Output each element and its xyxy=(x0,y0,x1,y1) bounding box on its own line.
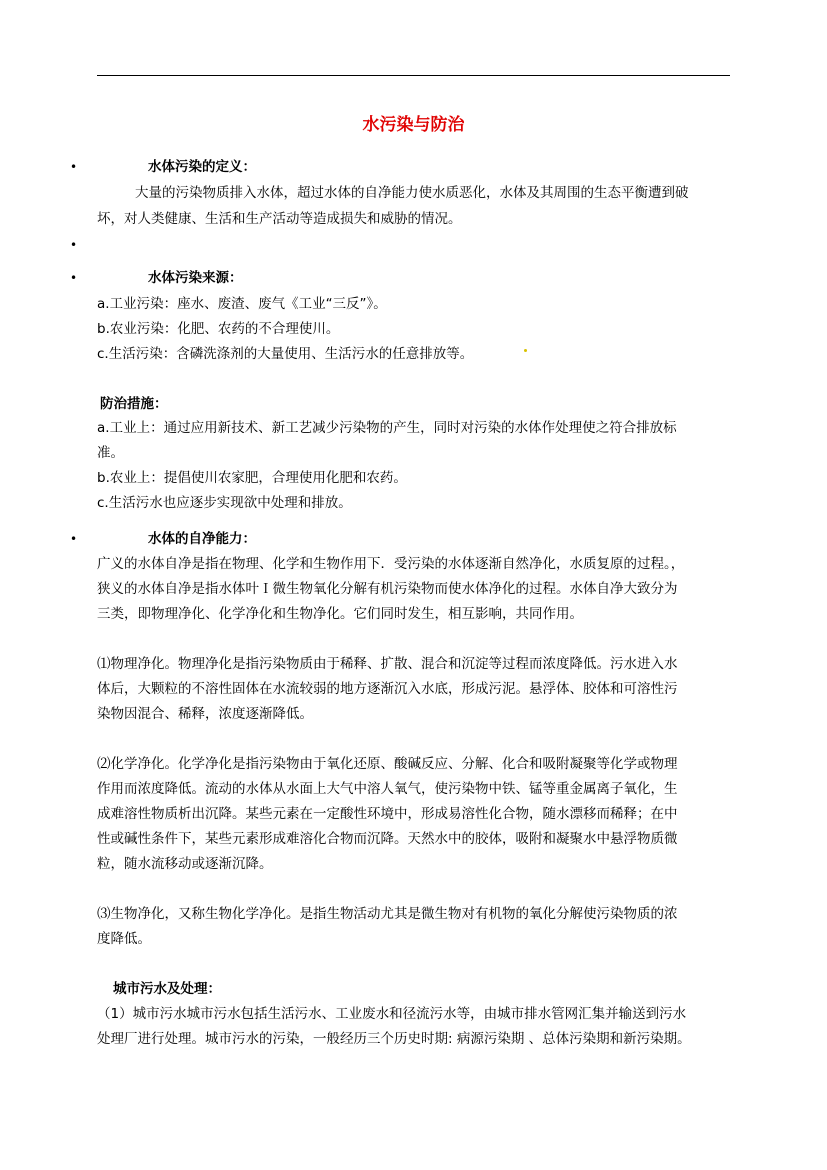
chemical-line: 成难溶性物质析出沉降。某些元素在一定酸性环境中，形成易溶性化合物，随水漂移而稀释；在中 xyxy=(97,806,678,822)
sources-heading: 水体污染来源： xyxy=(148,270,243,286)
measures-heading: 防治措施： xyxy=(100,396,168,412)
measures-line: c.生活污水也应逐步实现欲中处理和排放。 xyxy=(97,495,352,511)
chemical-line: 作用而浓度降低。流动的水体从水面上大气中溶人氧气，使污染物中铁、锰等重金属离子氧化，生 xyxy=(97,781,678,797)
physical-line: 体后，大颗粒的不溶性固体在水流较弱的地方逐渐沉入水底，形成污泥。悬浮体、胶体和可溶性污 xyxy=(97,681,678,697)
bullet: • xyxy=(70,238,78,252)
chemical-line: 性或碱性条件下，某些元素形成难溶化合物而沉降。天然水中的胶体，吸附和凝聚水中悬浮物质微 xyxy=(97,831,678,847)
sources-line: b.农业污染：化肥、农药的不合理使川。 xyxy=(97,321,340,337)
urban-heading: 城市污水及处理： xyxy=(113,981,221,997)
urban-line: 处理厂进行处理。城市污水的污染，一般经历三个历史时期: 病源污染期 、总体污染期和新污染期。 xyxy=(97,1031,691,1047)
measures-line: a.工业上：通过应用新技术、新工艺减少污染物的产生，同时对污染的水体作处理使之符合排放标 xyxy=(97,420,677,436)
bullet: • xyxy=(70,532,78,546)
definition-heading: 水体污染的定义： xyxy=(148,159,256,175)
physical-line: 染物因混合、稀释，浓度逐渐降低。 xyxy=(97,706,313,722)
biological-line: ⑶生物净化，又称生物化学净化。是指生物活动尤其是微生物对有机物的氧化分解使污染物质的浓 xyxy=(97,906,678,922)
bullet: • xyxy=(70,160,78,174)
self-purification-line: 广义的水体自净是指在物理、化学和生物作用下．受污染的水体逐渐自然净化，水质复原的过程。， xyxy=(97,556,685,572)
self-purification-line: 三类，即物理净化、化学净化和生物净化。它们同时发生，相互影响，共同作用。 xyxy=(97,606,583,622)
biological-line: 度降低。 xyxy=(97,931,151,947)
chemical-line: ⑵化学净化。化学净化是指污染物由于氧化还原、酸碱反应、分解、化合和吸附凝聚等化学或物理 xyxy=(97,756,678,772)
urban-line: （1）城市污水城市污水包括生活污水、工业废水和径流污水等，由城市排水管网汇集并输送到污水 xyxy=(97,1006,687,1022)
header-rule xyxy=(97,75,730,76)
chemical-line: 粒，随水流移动或逐渐沉降。 xyxy=(97,856,273,872)
self-purification-heading: 水体的自净能力： xyxy=(148,531,256,547)
definition-line: 坏，对人类健康、生活和生产活动等造成损失和威胁的情况。 xyxy=(97,211,462,227)
bullet: • xyxy=(70,271,78,285)
measures-line: b.农业上：提倡使川农家肥，合理使用化肥和农药。 xyxy=(97,470,407,486)
stray-mark xyxy=(524,349,527,352)
physical-line: ⑴物理净化。物理净化是指污染物质由于稀释、扩散、混合和沉淀等过程而浓度降低。污水进入水 xyxy=(97,656,678,672)
measures-line: 准。 xyxy=(97,445,124,461)
page-title: 水污染与防治 xyxy=(362,115,465,135)
definition-line: 大量的污染物质排入水体，超过水体的自净能力使水质恶化，水体及其周围的生态平衡遭到破 xyxy=(135,185,689,201)
sources-line: c.生活污染：含磷洗涤剂的大量使用、生活污水的任意排放等。 xyxy=(97,346,474,362)
self-purification-line: 狭义的水体自净是指水体叶Ｉ微生物氧化分解有机污染物而使水体净化的过程。水体自净大致分为 xyxy=(97,581,678,597)
sources-line: a.工业污染：座水、废渣、废气《工业“三反”》。 xyxy=(97,296,387,312)
